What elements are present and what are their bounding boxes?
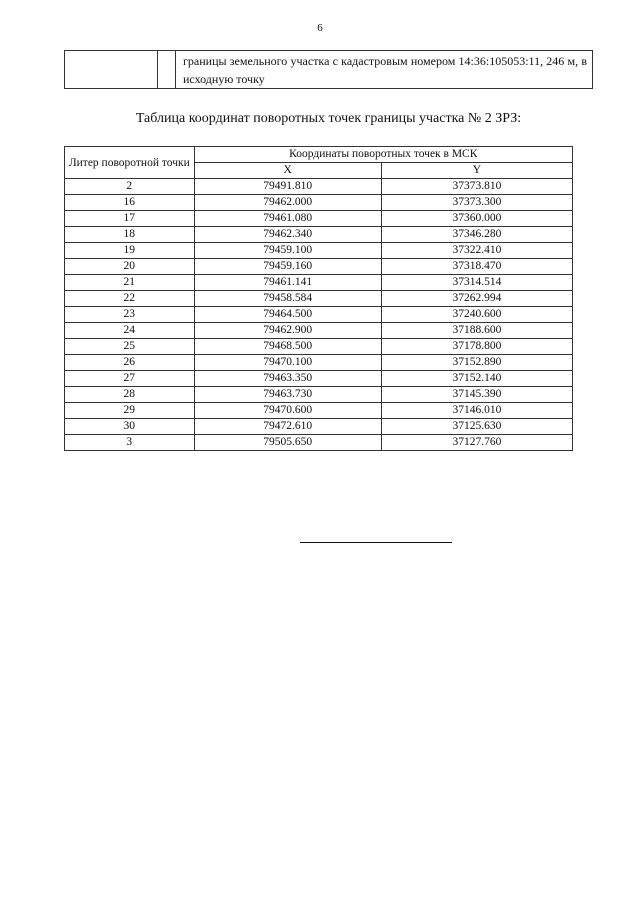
x-cell: 79462.000 bbox=[194, 195, 381, 211]
point-cell: 2 bbox=[65, 179, 195, 195]
x-cell: 79462.340 bbox=[194, 227, 381, 243]
header-y: Y bbox=[381, 163, 572, 179]
table-row bbox=[65, 291, 573, 307]
y-cell: 37373.300 bbox=[381, 195, 572, 211]
header-row bbox=[65, 147, 573, 163]
y-cell: 37322.410 bbox=[381, 243, 572, 259]
y-cell: 37146.010 bbox=[381, 403, 572, 419]
table-row bbox=[65, 403, 573, 419]
y-cell: 37178.800 bbox=[381, 339, 572, 355]
x-cell: 79458.584 bbox=[194, 291, 381, 307]
point-cell: 16 bbox=[65, 195, 195, 211]
closing-divider bbox=[300, 542, 452, 543]
header-x: X bbox=[194, 163, 381, 179]
table-row bbox=[65, 259, 573, 275]
x-cell: 79463.730 bbox=[194, 387, 381, 403]
x-cell: 79505.650 bbox=[194, 435, 381, 451]
point-cell: 3 bbox=[65, 435, 195, 451]
x-cell: 79470.100 bbox=[194, 355, 381, 371]
y-cell: 37188.600 bbox=[381, 323, 572, 339]
header-coordinates: Координаты поворотных точек в МСК bbox=[194, 147, 572, 163]
x-cell: 79459.100 bbox=[194, 243, 381, 259]
point-cell: 17 bbox=[65, 211, 195, 227]
point-cell: 21 bbox=[65, 275, 195, 291]
table-row bbox=[65, 195, 573, 211]
point-cell: 26 bbox=[65, 355, 195, 371]
table-row bbox=[65, 243, 573, 259]
x-cell: 79468.500 bbox=[194, 339, 381, 355]
y-cell: 37314.514 bbox=[381, 275, 572, 291]
table-row bbox=[65, 275, 573, 291]
page-number: 6 bbox=[317, 22, 323, 34]
empty-cell bbox=[65, 51, 158, 89]
x-cell: 79461.141 bbox=[194, 275, 381, 291]
point-cell: 23 bbox=[65, 307, 195, 323]
point-cell: 29 bbox=[65, 403, 195, 419]
y-cell: 37152.890 bbox=[381, 355, 572, 371]
y-cell: 37360.000 bbox=[381, 211, 572, 227]
table-row bbox=[65, 307, 573, 323]
y-cell: 37127.760 bbox=[381, 435, 572, 451]
x-cell: 79463.350 bbox=[194, 371, 381, 387]
y-cell: 37262.994 bbox=[381, 291, 572, 307]
table-row bbox=[65, 51, 593, 89]
point-cell: 22 bbox=[65, 291, 195, 307]
point-cell: 18 bbox=[65, 227, 195, 243]
point-cell: 25 bbox=[65, 339, 195, 355]
table-row bbox=[65, 419, 573, 435]
point-cell: 27 bbox=[65, 371, 195, 387]
x-cell: 79491.810 bbox=[194, 179, 381, 195]
table-row bbox=[65, 323, 573, 339]
x-cell: 79472.610 bbox=[194, 419, 381, 435]
table-row bbox=[65, 355, 573, 371]
y-cell: 37373.810 bbox=[381, 179, 572, 195]
x-cell: 79459.160 bbox=[194, 259, 381, 275]
boundary-description: границы земельного участка с кадастровым номером 14:36:105053:11, 246 м, в исходную точку bbox=[183, 54, 587, 86]
y-cell: 37240.600 bbox=[381, 307, 572, 323]
table-row bbox=[65, 339, 573, 355]
table-row bbox=[65, 435, 573, 451]
point-cell: 28 bbox=[65, 387, 195, 403]
point-cell: 30 bbox=[65, 419, 195, 435]
header-point-letter: Литер поворотной точки bbox=[65, 147, 195, 179]
y-cell: 37145.390 bbox=[381, 387, 572, 403]
x-cell: 79462.900 bbox=[194, 323, 381, 339]
table-row bbox=[65, 371, 573, 387]
table-row bbox=[65, 211, 573, 227]
y-cell: 37346.280 bbox=[381, 227, 572, 243]
y-cell: 37125.630 bbox=[381, 419, 572, 435]
x-cell: 79464.500 bbox=[194, 307, 381, 323]
x-cell: 79470.600 bbox=[194, 403, 381, 419]
point-cell: 20 bbox=[65, 259, 195, 275]
continuation-table bbox=[64, 50, 593, 89]
description-cell bbox=[176, 51, 593, 89]
table-title: Таблица координат поворотных точек границы участка № 2 ЗРЗ: bbox=[135, 111, 522, 126]
table-row bbox=[65, 227, 573, 243]
x-cell: 79461.080 bbox=[194, 211, 381, 227]
point-cell: 24 bbox=[65, 323, 195, 339]
coordinates-body bbox=[65, 179, 573, 451]
empty-cell bbox=[158, 51, 176, 89]
table-row bbox=[65, 387, 573, 403]
table-row bbox=[65, 179, 573, 195]
point-cell: 19 bbox=[65, 243, 195, 259]
coordinates-table bbox=[64, 146, 573, 451]
y-cell: 37152.140 bbox=[381, 371, 572, 387]
y-cell: 37318.470 bbox=[381, 259, 572, 275]
